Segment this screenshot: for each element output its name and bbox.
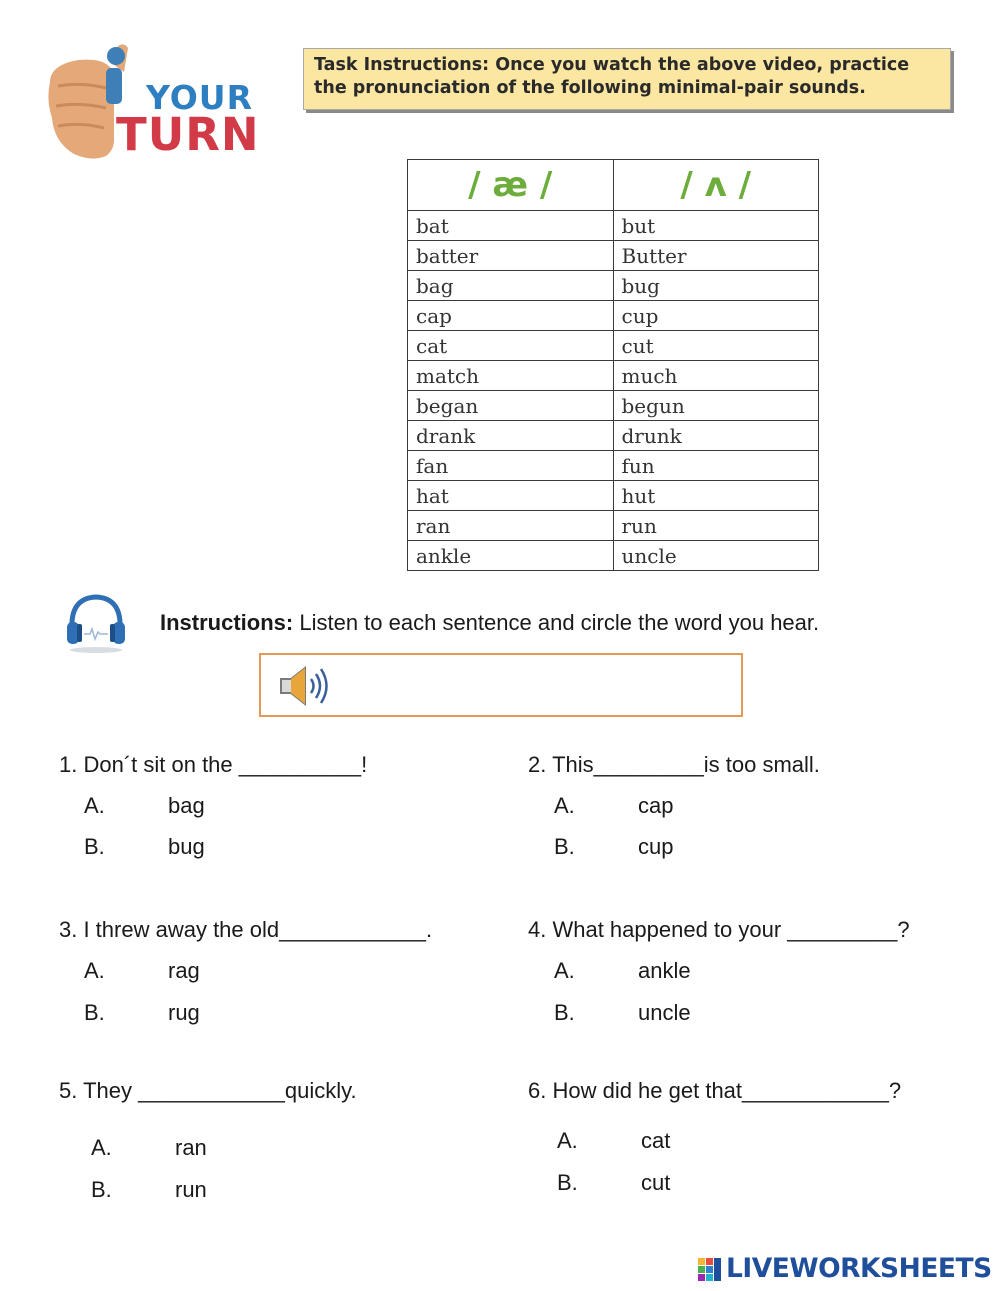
question-3: [59, 917, 432, 943]
table-cell: uncle: [613, 541, 819, 571]
table-cell: drank: [408, 421, 614, 451]
your-turn-logo: [44, 42, 260, 167]
table-cell: cap: [408, 301, 614, 331]
option-letter: B.: [554, 834, 575, 859]
option-a[interactable]: [91, 1135, 291, 1161]
option-word: run: [175, 1177, 207, 1202]
table-row: [408, 481, 819, 511]
table-cell: Butter: [613, 241, 819, 271]
option-b[interactable]: [84, 834, 284, 860]
brand-name: LIVEWORKSHEETS: [726, 1253, 992, 1284]
option-letter: B.: [84, 834, 105, 859]
table-row: [408, 271, 819, 301]
question-2: [528, 752, 820, 778]
question-stem: 1. Don´t sit on the __________!: [59, 752, 368, 777]
option-letter: B.: [557, 1170, 578, 1195]
option-word: cat: [641, 1128, 671, 1153]
option-word: uncle: [638, 1000, 691, 1025]
speaker-icon[interactable]: [275, 663, 333, 709]
option-b[interactable]: [554, 1000, 754, 1026]
question-stem: 5. They ____________quickly.: [59, 1078, 357, 1103]
option-word: ankle: [638, 958, 691, 983]
option-letter: A.: [554, 793, 575, 818]
instructions-label: Instructions:: [160, 610, 294, 635]
table-cell: cup: [613, 301, 819, 331]
option-word: cap: [638, 793, 674, 818]
option-b[interactable]: [554, 834, 754, 860]
header-uh-sound: / ʌ /: [613, 160, 819, 211]
liveworksheets-logo-icon: [698, 1258, 722, 1282]
option-letter: A.: [84, 958, 105, 983]
question-stem: 2. This_________is too small.: [528, 752, 820, 777]
option-b[interactable]: [91, 1177, 291, 1203]
table-cell: much: [613, 361, 819, 391]
table-row: [408, 391, 819, 421]
table-row: [408, 301, 819, 331]
table-cell: run: [613, 511, 819, 541]
listening-instructions: [160, 610, 819, 636]
logo-word-turn: TURN: [116, 108, 260, 161]
table-cell: fan: [408, 451, 614, 481]
liveworksheets-brand: [698, 1253, 996, 1284]
option-a[interactable]: [84, 958, 284, 984]
table-header-row: [408, 160, 819, 211]
option-word: rug: [168, 1000, 200, 1025]
table-row: [408, 451, 819, 481]
table-cell: fun: [613, 451, 819, 481]
table-row: [408, 421, 819, 451]
table-cell: hat: [408, 481, 614, 511]
table-row: [408, 511, 819, 541]
question-1: [59, 752, 367, 778]
table-row: [408, 211, 819, 241]
header-ae-sound: / æ /: [408, 160, 614, 211]
table-cell: bag: [408, 271, 614, 301]
option-letter: A.: [557, 1128, 578, 1153]
table-cell: cut: [613, 331, 819, 361]
headphones-icon: [64, 592, 128, 654]
option-a[interactable]: [84, 793, 284, 819]
table-row: [408, 361, 819, 391]
option-word: bag: [168, 793, 205, 818]
minimal-pair-table: [407, 159, 819, 571]
table-cell: cat: [408, 331, 614, 361]
question-4: [528, 917, 910, 943]
option-word: bug: [168, 834, 205, 859]
table-cell: batter: [408, 241, 614, 271]
question-stem: 6. How did he get that____________?: [528, 1078, 902, 1103]
table-cell: drunk: [613, 421, 819, 451]
option-letter: A.: [84, 793, 105, 818]
table-cell: but: [613, 211, 819, 241]
option-word: cup: [638, 834, 674, 859]
table-row: [408, 541, 819, 571]
table-row: [408, 241, 819, 271]
question-5: [59, 1078, 357, 1104]
task-instructions-box: Task Instructions: Once you watch the above video, practice the pronunciation of the following minimal-pair sounds.: [303, 48, 951, 110]
option-letter: B.: [554, 1000, 575, 1025]
option-letter: A.: [554, 958, 575, 983]
table-cell: began: [408, 391, 614, 421]
question-6: [528, 1078, 901, 1104]
option-letter: A.: [91, 1135, 112, 1160]
table-cell: begun: [613, 391, 819, 421]
table-cell: ankle: [408, 541, 614, 571]
option-word: rag: [168, 958, 200, 983]
option-a[interactable]: [557, 1128, 757, 1154]
audio-player[interactable]: [259, 653, 743, 717]
option-b[interactable]: [84, 1000, 284, 1026]
option-letter: B.: [84, 1000, 105, 1025]
option-a[interactable]: [554, 958, 754, 984]
table-cell: hut: [613, 481, 819, 511]
logo-word-your: YOUR: [146, 78, 253, 117]
question-stem: 3. I threw away the old____________.: [59, 917, 433, 942]
table-row: [408, 331, 819, 361]
option-b[interactable]: [557, 1170, 757, 1196]
option-letter: B.: [91, 1177, 112, 1202]
instructions-text: Listen to each sentence and circle the word you hear.: [293, 610, 820, 635]
option-a[interactable]: [554, 793, 754, 819]
table-cell: ran: [408, 511, 614, 541]
table-cell: match: [408, 361, 614, 391]
question-stem: 4. What happened to your _________?: [528, 917, 910, 942]
option-word: cut: [641, 1170, 671, 1195]
table-cell: bat: [408, 211, 614, 241]
table-cell: bug: [613, 271, 819, 301]
option-word: ran: [175, 1135, 207, 1160]
